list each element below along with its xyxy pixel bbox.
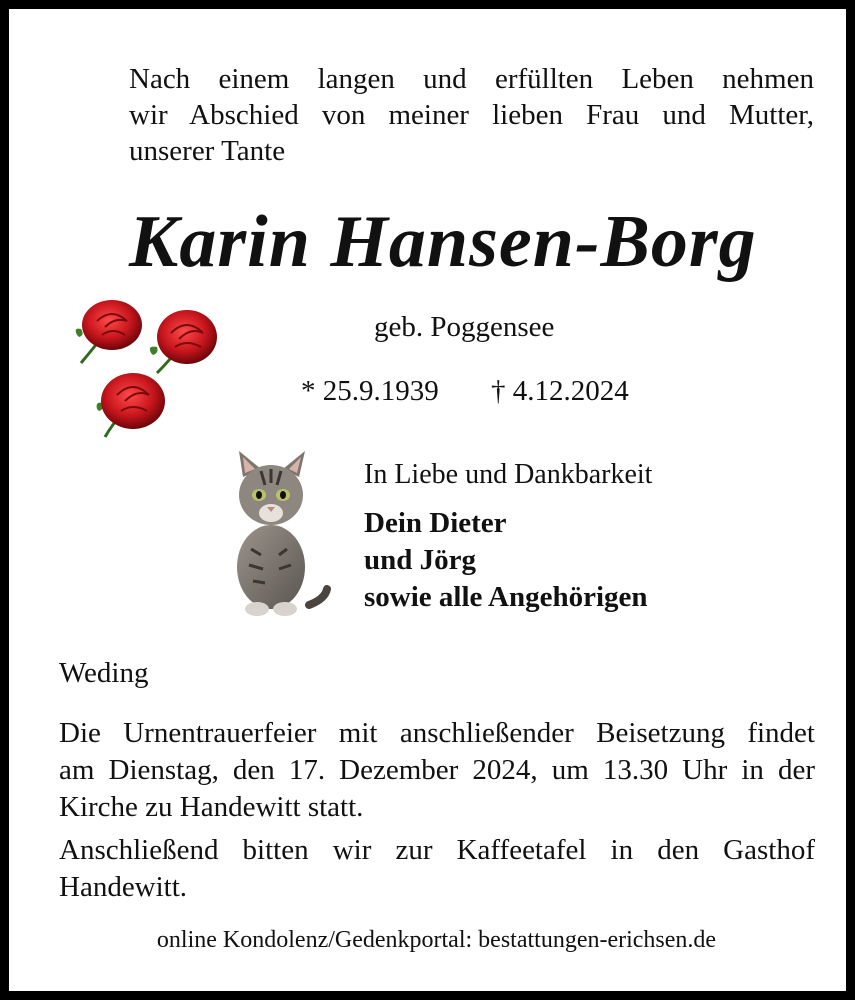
closing-line: In Liebe und Dankbarkeit	[364, 459, 653, 490]
intro-line: unserer Tante	[129, 135, 286, 167]
signature-line: Dein Dieter	[364, 507, 507, 539]
reception-line: Anschließend bitten wir zur Kaffeetafel in den Gasthof	[59, 834, 815, 866]
condolence-portal: online Kondolenz/Gedenkportal: bestattungen-erichsen.de	[156, 927, 717, 953]
maiden-name: geb. Poggensee	[374, 311, 555, 343]
rose-icon	[150, 310, 217, 373]
signature-line: und Jörg	[364, 544, 477, 576]
rose-icon	[76, 300, 142, 363]
service-paragraph	[59, 715, 815, 826]
death-date: † 4.12.2024	[491, 375, 629, 407]
kitten-photo	[221, 449, 331, 619]
service-line: Die Urnentrauerfeier mit anschließender Beisetzung findet	[59, 717, 815, 749]
service-line: Kirche zu Handewitt statt.	[59, 791, 364, 823]
roses-illustration	[67, 291, 227, 441]
signature-line: sowie alle Angehörigen	[364, 581, 648, 613]
rose-icon	[97, 373, 165, 437]
signatures	[364, 505, 648, 616]
reception-line: Handewitt.	[59, 871, 188, 903]
deceased-name: Karin Hansen-Borg	[129, 201, 757, 283]
intro-text	[129, 61, 814, 169]
service-line: am Dienstag, den 17. Dezember 2024, um 13.30 Uhr in der	[59, 754, 815, 786]
reception-paragraph	[59, 832, 815, 906]
intro-line: Nach einem langen und erfüllten Leben nehmen	[129, 63, 814, 95]
place-name: Weding	[59, 657, 149, 689]
birth-date: * 25.9.1939	[301, 375, 439, 407]
intro-line: wir Abschied von meiner lieben Frau und Mutter,	[129, 99, 814, 131]
